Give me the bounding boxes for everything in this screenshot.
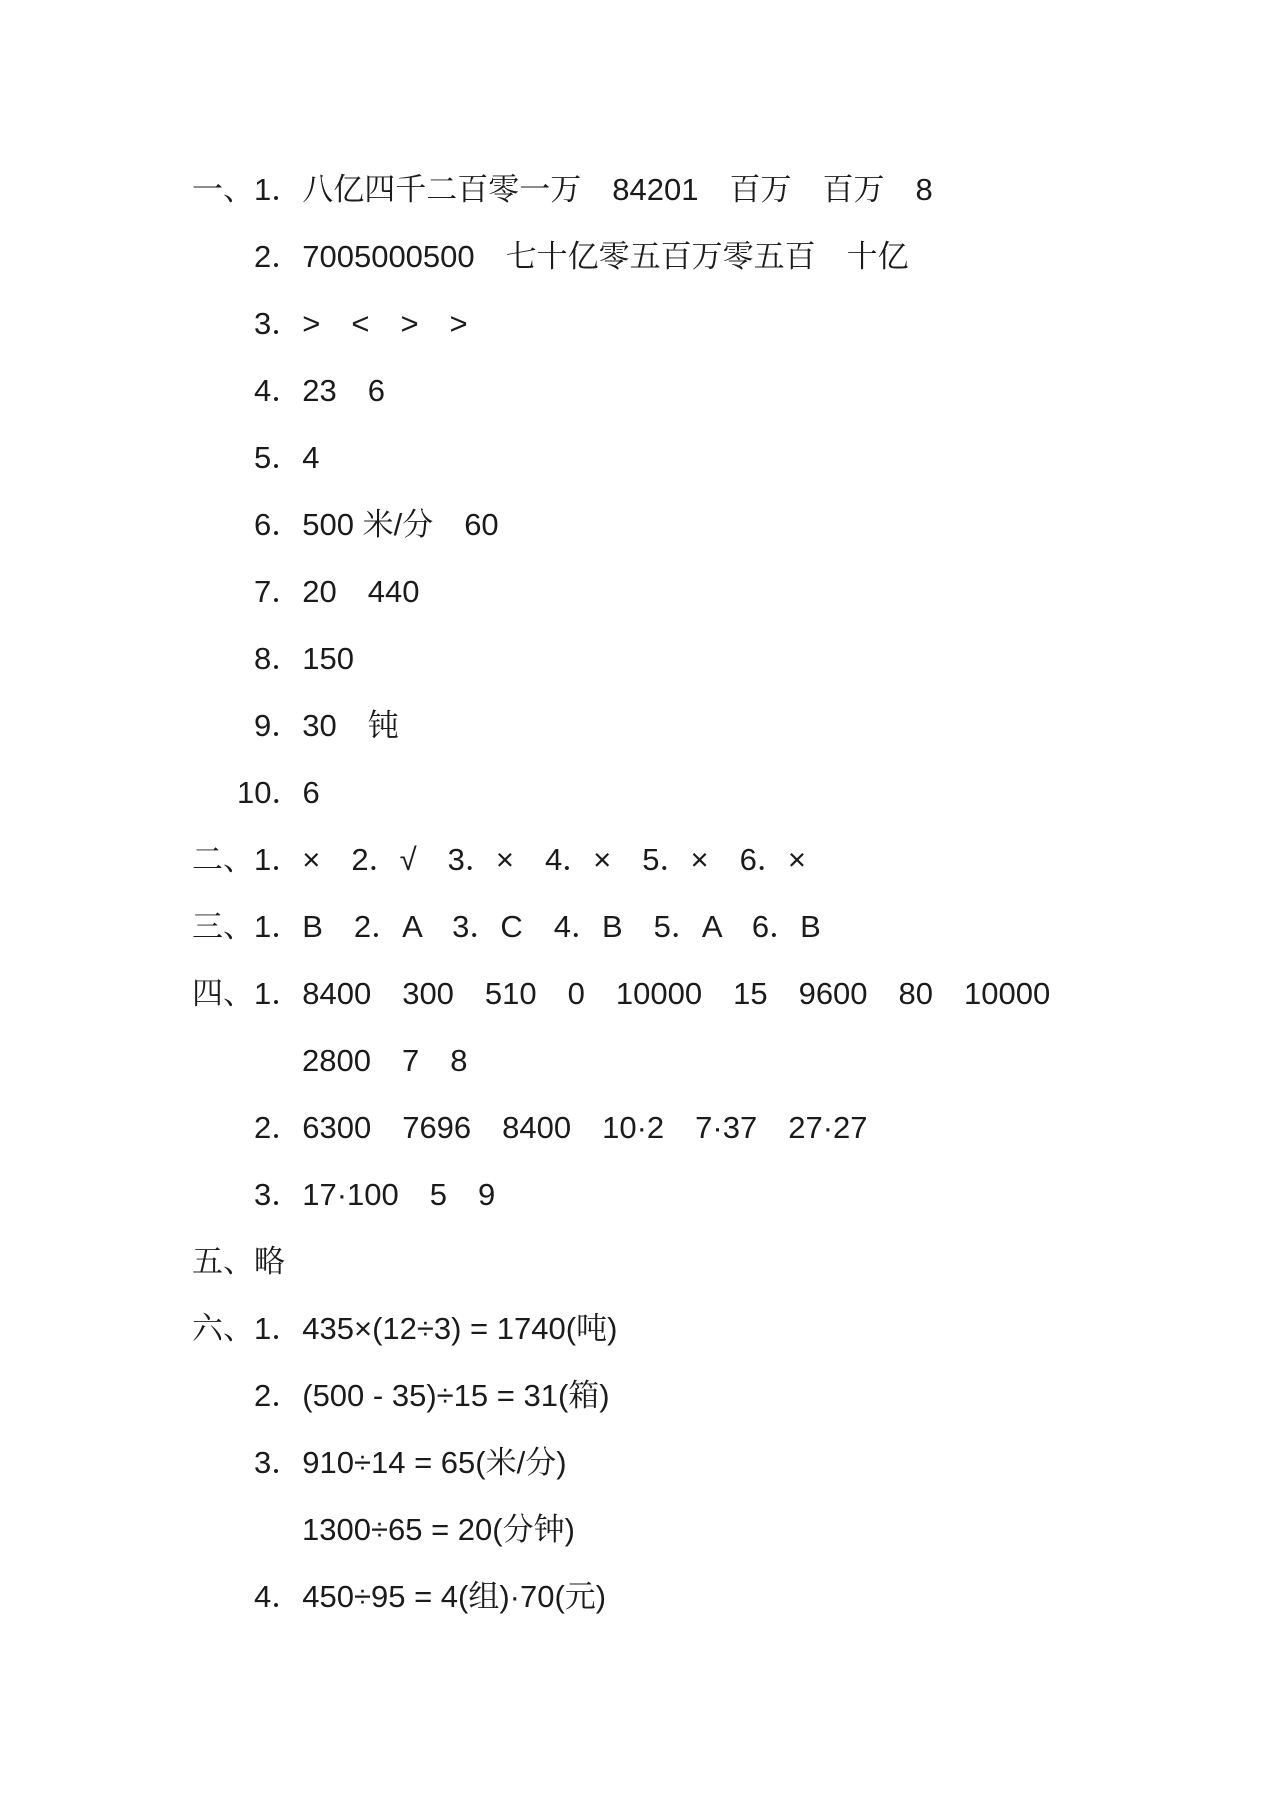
answer-line [0, 290, 1280, 357]
answer-line [0, 826, 1280, 893]
answer-line [0, 1496, 1280, 1563]
answer-line [0, 692, 1280, 759]
answer-line-text: 2．6300 7696 8400 10·2 7·37 27·27 [254, 1110, 868, 1145]
answer-line [0, 1362, 1280, 1429]
answer-line [0, 1295, 1280, 1362]
answer-line-text: 五、略 [192, 1244, 285, 1279]
answer-line [0, 960, 1280, 1027]
answer-line [0, 424, 1280, 491]
answer-line [0, 1429, 1280, 1496]
answer-line-text: 2．(500 - 35)÷15 = 31(箱) [254, 1378, 610, 1413]
answer-line-text: 四、1．8400 300 510 0 10000 15 9600 80 10000 [192, 976, 1051, 1011]
answer-line [0, 1094, 1280, 1161]
answer-line [0, 1027, 1280, 1094]
answer-line-text: 3．17·100 5 9 [254, 1177, 496, 1212]
answer-line-text: 9．30 钝 [254, 708, 399, 743]
answer-line [0, 625, 1280, 692]
answer-line-text: 10．6 [237, 775, 320, 810]
answer-line-text: 4．450÷95 = 4(组)·70(元) [254, 1579, 607, 1614]
answer-line-text: 5．4 [254, 440, 320, 475]
answer-line [0, 491, 1280, 558]
answer-line [0, 893, 1280, 960]
answer-line-text: 三、1．B 2．A 3．C 4．B 5．A 6．B [192, 909, 821, 944]
answer-line [0, 558, 1280, 625]
answer-line-text: 3．> < > > [254, 306, 468, 341]
answer-line [0, 357, 1280, 424]
answer-line-text: 4．23 6 [254, 373, 385, 408]
answer-line-text: 2．7005000500 七十亿零五百万零五百 十亿 [254, 239, 909, 274]
answer-line [0, 1228, 1280, 1295]
answer-line [0, 1161, 1280, 1228]
answer-line-text: 3．910÷14 = 65(米/分) [254, 1445, 567, 1480]
answer-line-text: 1300÷65 = 20(分钟) [302, 1512, 575, 1547]
answer-line-text: 6．500 米/分 60 [254, 507, 499, 542]
answer-line-text: 2800 7 8 [302, 1043, 468, 1078]
answer-line-text: 8．150 [254, 641, 354, 676]
answer-line-text: 一、1．八亿四千二百零一万 84201 百万 百万 8 [192, 172, 933, 207]
answer-line [0, 1563, 1280, 1630]
answer-line-text: 7．20 440 [254, 574, 420, 609]
answer-line [0, 759, 1280, 826]
answer-line [0, 223, 1280, 290]
answer-line-text: 二、1．× 2．√ 3．× 4．× 5．× 6．× [192, 842, 806, 877]
answer-line-text: 六、1．435×(12÷3) = 1740(吨) [192, 1311, 618, 1346]
answer-line [0, 156, 1280, 223]
